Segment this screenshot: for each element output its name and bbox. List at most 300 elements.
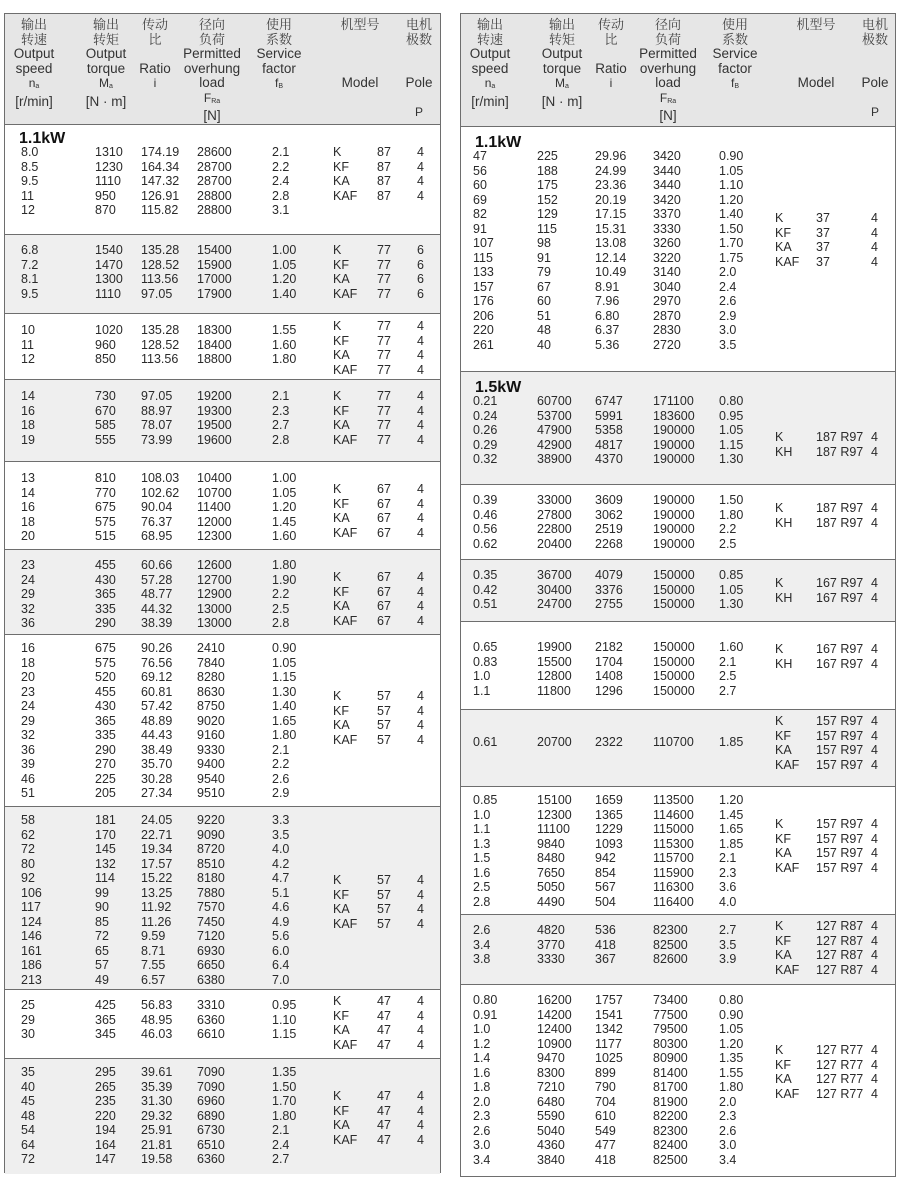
header-cn-label: 电机 [861, 17, 888, 32]
pole-count-cell: 4 [417, 333, 424, 348]
service-factor-cell: 4.0 [272, 842, 290, 856]
overhung-load-cell: 9330 [197, 742, 225, 757]
ratio-cell: 3376 [595, 582, 623, 597]
service-factor-cell: 2.4 [719, 279, 737, 294]
ratio-cell: 1704 [595, 654, 623, 669]
pole-count-cell: 4 [871, 211, 878, 225]
model-size-cell: 47 [377, 1118, 391, 1132]
overhung-load-cell: 28700 [197, 174, 232, 188]
ratio-cell: 2519 [595, 522, 623, 536]
output-speed-cell: 0.35 [473, 568, 498, 582]
header-cn-label: 转速 [476, 31, 503, 47]
pole-count-cell: 4 [417, 403, 424, 418]
output-torque-cell: 60 [537, 294, 551, 308]
header-en-label: torque [542, 60, 582, 76]
output-speed-cell: 29 [21, 713, 35, 728]
output-speed-cell: 64 [21, 1137, 35, 1152]
output-torque-cell: 11100 [537, 822, 570, 836]
output-speed-cell: 19 [21, 432, 35, 447]
output-speed-cell: 3.8 [473, 952, 491, 966]
output-torque-cell: 47900 [537, 423, 572, 437]
output-torque-cell: 129 [537, 207, 558, 221]
ratio-cell: 31.30 [141, 1094, 173, 1108]
output-torque-cell: 950 [95, 188, 116, 203]
output-speed-cell: 0.80 [473, 993, 498, 1007]
model-row [5, 511, 440, 526]
header-cn-label: 系数 [265, 31, 292, 47]
table-section [461, 984, 895, 1178]
service-factor-cell: 1.10 [719, 178, 744, 192]
service-factor-cell: 2.8 [272, 616, 290, 630]
overhung-load-cell: 3040 [653, 279, 681, 294]
service-factor-cell: 1.40 [272, 286, 297, 301]
output-torque-cell: 575 [95, 514, 116, 529]
model-type-cell: KA [333, 902, 350, 916]
header-cn-label: 极数 [861, 31, 888, 47]
output-speed-cell: 0.85 [473, 793, 498, 807]
ratio-cell: 11.92 [141, 900, 172, 914]
output-torque-cell: 960 [95, 337, 116, 352]
pole-count-cell: 4 [417, 482, 424, 496]
output-speed-cell: 12 [21, 203, 35, 217]
output-torque-cell: 455 [95, 684, 116, 699]
model-row [461, 591, 895, 606]
output-torque-cell: 85 [95, 914, 109, 929]
overhung-load-cell: 7120 [197, 929, 225, 943]
table-section [5, 634, 440, 806]
table-row [461, 309, 895, 324]
table-row [5, 641, 440, 656]
output-torque-cell: 14200 [537, 1007, 572, 1022]
model-row [5, 1133, 440, 1148]
service-factor-cell: 6.0 [272, 943, 290, 958]
pole-count-cell: 4 [417, 887, 424, 902]
pole-count-cell: 6 [417, 243, 424, 257]
service-factor-cell: 1.50 [272, 1079, 297, 1094]
ratio-cell: 418 [595, 1152, 616, 1167]
ratio-cell: 790 [595, 1080, 616, 1094]
table-row [5, 958, 440, 973]
model-row [5, 689, 440, 704]
service-factor-cell: 1.15 [272, 670, 297, 684]
header-symbol [133, 76, 177, 91]
model-size-cell: 167 R97 [816, 590, 864, 605]
table-row [461, 1138, 895, 1153]
output-speed-cell: 20 [21, 670, 35, 684]
table-row [461, 993, 895, 1008]
symbol-subscript: B [278, 83, 283, 90]
output-speed-cell: 24 [21, 699, 35, 713]
model-type-cell: KF [775, 225, 791, 240]
overhung-load-cell: 7840 [197, 655, 225, 670]
output-torque-cell: 810 [95, 471, 116, 485]
output-speed-cell: 62 [21, 827, 35, 842]
output-speed-cell: 6.8 [21, 243, 39, 257]
ratio-cell: 2755 [595, 597, 623, 611]
service-factor-cell: 1.05 [719, 163, 744, 178]
output-speed-cell: 13 [21, 471, 35, 485]
ratio-cell: 19.34 [141, 842, 173, 856]
overhung-load-cell: 82300 [653, 1123, 688, 1138]
output-speed-cell: 72 [21, 1152, 35, 1166]
ratio-cell: 854 [595, 865, 616, 880]
output-torque-cell: 8300 [537, 1065, 565, 1080]
output-speed-cell: 56 [473, 163, 487, 178]
model-row [5, 902, 440, 917]
model-row [461, 642, 895, 657]
pole-count-cell: 4 [871, 817, 878, 831]
model-type-cell: K [333, 482, 342, 496]
model-row [5, 272, 440, 287]
service-factor-cell: 2.1 [272, 1123, 290, 1137]
model-type-cell: KAF [333, 1132, 358, 1147]
ratio-cell: 102.62 [141, 485, 180, 500]
ratio-cell: 73.99 [141, 432, 173, 447]
output-speed-cell: 16 [21, 641, 35, 655]
header-symbol [77, 76, 135, 95]
output-speed-cell: 60 [473, 178, 487, 192]
service-factor-cell: 1.40 [272, 699, 297, 713]
table-row [5, 929, 440, 944]
service-factor-cell: 2.8 [272, 188, 290, 203]
overhung-load-cell: 82600 [653, 952, 688, 966]
header-spacer [855, 47, 895, 76]
model-size-cell: 47 [377, 1089, 391, 1103]
model-row [5, 418, 440, 433]
model-size-cell: 57 [377, 873, 391, 887]
model-list [5, 482, 440, 540]
overhung-load-cell: 6890 [197, 1108, 225, 1123]
symbol-letter: M [555, 76, 566, 90]
header-symbol [5, 76, 63, 95]
overhung-load-cell: 190000 [653, 522, 695, 536]
model-size-cell: 167 R97 [816, 576, 864, 590]
table-row [461, 1124, 895, 1139]
ratio-cell: 704 [595, 1094, 616, 1109]
table-header [461, 14, 895, 127]
output-torque-cell: 114 [95, 871, 115, 885]
model-type-cell: KH [775, 590, 793, 605]
ratio-cell: 17.57 [141, 856, 173, 871]
service-factor-cell: 1.65 [272, 713, 297, 728]
table-row [5, 757, 440, 772]
output-speed-cell: 0.65 [473, 640, 498, 654]
pole-count-cell: 4 [871, 1043, 878, 1057]
header-column [5, 18, 63, 109]
service-factor-cell: 1.85 [719, 735, 744, 749]
service-factor-cell: 1.10 [272, 1012, 297, 1027]
model-type-cell: KAF [333, 1037, 358, 1052]
left-rating-table [4, 13, 441, 1173]
ratio-cell: 11.26 [141, 914, 172, 929]
ratio-cell: 25.91 [141, 1123, 173, 1137]
output-speed-cell: 1.0 [473, 1022, 491, 1036]
overhung-load-cell: 116400 [653, 894, 694, 909]
overhung-load-cell: 19200 [197, 389, 232, 403]
output-torque-cell: 5050 [537, 880, 565, 894]
symbol-letter: f [274, 76, 279, 90]
overhung-load-cell: 3310 [197, 998, 225, 1012]
table-row [461, 1008, 895, 1023]
model-type-cell: KA [333, 348, 350, 362]
model-row [5, 885, 440, 903]
output-speed-cell: 11 [21, 337, 34, 352]
output-torque-cell: 220 [95, 1108, 116, 1123]
table-row [461, 1022, 895, 1037]
service-factor-cell: 2.7 [719, 923, 737, 937]
ratio-cell: 15.22 [141, 871, 173, 885]
output-speed-cell: 0.26 [473, 423, 498, 437]
header-en-label: load [655, 75, 681, 90]
overhung-load-cell: 6380 [197, 972, 225, 987]
ratio-cell: 3609 [595, 493, 623, 507]
model-type-cell: K [333, 689, 342, 703]
service-factor-cell: 1.80 [272, 352, 297, 366]
table-row [5, 944, 440, 959]
service-factor-cell: 7.0 [272, 972, 290, 987]
service-factor-cell: 1.80 [719, 1080, 744, 1094]
service-factor-cell: 2.1 [719, 851, 737, 865]
overhung-load-cell: 28600 [197, 145, 232, 159]
service-factor-cell: 4.0 [719, 894, 737, 909]
overhung-load-cell: 77500 [653, 1007, 688, 1022]
ratio-cell: 97.05 [141, 286, 173, 301]
ratio-cell: 76.56 [141, 655, 173, 670]
output-torque-cell: 51 [537, 308, 551, 323]
model-size-cell: 57 [377, 732, 391, 747]
ratio-cell: 477 [595, 1138, 616, 1152]
pole-count-cell: 4 [417, 1103, 424, 1118]
pole-count-cell: 4 [871, 919, 878, 933]
model-type-cell: KH [775, 656, 793, 671]
pole-count-cell: 4 [417, 1023, 424, 1037]
header-cn-label: 负荷 [198, 31, 225, 47]
symbol-subscript: Ra [667, 97, 677, 105]
service-factor-cell: 1.20 [272, 500, 297, 514]
service-factor-cell: 1.80 [719, 507, 744, 522]
header-cn-label: 输出 [476, 17, 503, 32]
output-speed-cell: 8.5 [21, 159, 39, 174]
overhung-load-cell: 9220 [197, 813, 225, 827]
output-torque-cell: 40 [537, 337, 551, 352]
output-speed-cell: 16 [21, 403, 35, 418]
ratio-cell: 4817 [595, 437, 623, 452]
ratio-cell: 21.81 [141, 1137, 173, 1152]
output-speed-cell: 206 [473, 308, 494, 323]
output-torque-cell: 22800 [537, 522, 572, 536]
pole-count-cell: 4 [417, 718, 424, 732]
output-torque-cell: 205 [95, 786, 116, 800]
model-row [461, 445, 895, 460]
overhung-load-cell: 12300 [197, 529, 232, 543]
output-speed-cell: 186 [21, 958, 42, 972]
table-section [5, 379, 440, 461]
header-column [589, 18, 633, 91]
overhung-load-cell: 17000 [197, 272, 232, 286]
output-speed-cell: 12 [21, 352, 35, 366]
header-spacer [855, 91, 895, 106]
ratio-cell: 76.37 [141, 514, 173, 529]
model-size-cell: 127 R77 [816, 1057, 864, 1072]
model-list [5, 389, 440, 447]
pole-count-cell: 4 [417, 584, 424, 599]
pole-count-cell: 4 [417, 1089, 424, 1103]
output-speed-cell: 54 [21, 1123, 35, 1137]
service-factor-cell: 1.75 [719, 250, 744, 265]
model-size-cell: 37 [816, 225, 830, 240]
service-factor-cell: 1.60 [272, 529, 297, 543]
model-row [5, 243, 440, 258]
pole-count-cell: 4 [871, 846, 878, 860]
overhung-load-cell: 3260 [653, 236, 681, 250]
output-torque-cell: 38900 [537, 452, 572, 466]
model-list [461, 576, 895, 605]
model-size-cell: 57 [377, 916, 391, 931]
output-torque-cell: 8480 [537, 851, 565, 865]
model-row [461, 919, 895, 934]
output-speed-cell: 51 [21, 786, 35, 800]
overhung-load-cell: 115900 [653, 865, 694, 880]
model-size-cell: 67 [377, 511, 391, 525]
service-factor-cell: 1.15 [719, 437, 744, 452]
model-size-cell: 157 R97 [816, 860, 864, 875]
model-row [5, 433, 440, 448]
ratio-cell: 12.14 [595, 250, 627, 265]
symbol-subscript: a [109, 83, 113, 90]
pole-count-cell: 4 [417, 1132, 424, 1147]
model-list [461, 714, 895, 772]
output-torque-cell: 850 [95, 352, 116, 366]
model-row [5, 145, 440, 160]
service-factor-cell: 1.60 [719, 640, 744, 654]
output-speed-cell: 2.6 [473, 1123, 491, 1138]
model-list [5, 570, 440, 628]
model-type-cell: KF [333, 584, 349, 599]
model-type-cell: KF [775, 1057, 791, 1072]
header-en-label: speed [471, 60, 509, 76]
output-speed-cell: 47 [473, 149, 487, 163]
pole-count-cell: 4 [417, 432, 424, 447]
model-type-cell: KA [333, 511, 350, 525]
output-torque-cell: 91 [537, 250, 551, 265]
overhung-load-cell: 116300 [653, 880, 694, 894]
overhung-load-cell: 8280 [197, 670, 225, 684]
model-size-cell: 127 R87 [816, 919, 864, 933]
model-type-cell: KAF [333, 286, 358, 301]
model-type-cell: KF [333, 257, 349, 272]
model-size-cell: 67 [377, 584, 391, 599]
model-size-cell: 67 [377, 496, 391, 511]
power-rating-label: 1.5kW [475, 379, 522, 396]
table-header [5, 14, 440, 125]
output-torque-cell: 290 [95, 616, 116, 630]
pole-count-cell: 4 [417, 599, 424, 613]
model-type-cell: KF [333, 887, 349, 902]
header-symbol [461, 76, 519, 95]
output-torque-cell: 164 [95, 1137, 116, 1152]
header-symbol [589, 76, 633, 91]
model-list [461, 211, 895, 269]
service-factor-cell: 1.40 [719, 207, 744, 221]
output-speed-cell: 18 [21, 514, 35, 529]
ratio-cell: 44.43 [141, 728, 173, 742]
overhung-load-cell: 150000 [653, 669, 695, 683]
output-torque-cell: 27800 [537, 507, 572, 522]
output-torque-cell: 295 [95, 1065, 116, 1079]
table-section [5, 549, 440, 634]
model-size-cell: 77 [377, 418, 391, 432]
overhung-load-cell: 6960 [197, 1094, 225, 1108]
table-section [461, 484, 895, 559]
overhung-load-cell: 190000 [653, 507, 695, 522]
output-torque-cell: 555 [95, 432, 116, 447]
service-factor-cell: 5.1 [272, 885, 290, 900]
pole-count-cell: 4 [417, 174, 424, 188]
header-en-label: Output [85, 46, 127, 61]
output-torque-cell: 225 [537, 149, 558, 163]
ratio-cell: 567 [595, 880, 616, 894]
model-size-cell: 37 [816, 254, 830, 269]
service-factor-cell: 2.6 [719, 1123, 737, 1138]
ratio-cell: 4079 [595, 568, 623, 582]
service-factor-cell: 2.1 [272, 389, 290, 403]
ratio-cell: 8.91 [595, 279, 620, 294]
output-torque-cell: 132 [95, 856, 116, 871]
ratio-cell: 24.99 [595, 163, 627, 178]
pole-count-cell: 4 [417, 1037, 424, 1052]
model-size-cell: 67 [377, 599, 391, 613]
service-factor-cell: 2.0 [719, 265, 737, 279]
model-type-cell: KA [333, 418, 350, 432]
overhung-load-cell: 6650 [197, 958, 225, 972]
ratio-cell: 942 [595, 851, 616, 865]
symbol-letter: f [730, 76, 735, 90]
output-torque-cell: 335 [95, 728, 116, 742]
output-speed-cell: 3.4 [473, 1152, 491, 1167]
model-type-cell: KF [775, 728, 791, 743]
output-speed-cell: 0.56 [473, 522, 498, 536]
service-factor-cell: 2.5 [272, 601, 290, 616]
overhung-load-cell: 113500 [653, 793, 694, 807]
table-section [461, 126, 895, 371]
output-speed-cell: 91 [473, 221, 487, 236]
service-factor-cell: 3.6 [719, 880, 737, 894]
service-factor-cell: 2.7 [719, 683, 737, 698]
model-type-cell: KA [333, 1118, 350, 1132]
ratio-cell: 48.77 [141, 587, 173, 601]
table-row [5, 813, 440, 828]
ratio-cell: 23.36 [595, 178, 627, 192]
output-torque-cell: 60700 [537, 394, 572, 408]
ratio-cell: 549 [595, 1123, 616, 1138]
ratio-cell: 46.03 [141, 1027, 173, 1041]
header-symbol [250, 76, 308, 95]
service-factor-cell: 0.85 [719, 568, 744, 582]
table-row [461, 338, 895, 353]
header-cn-label: 输出 [92, 17, 119, 32]
service-factor-cell: 1.70 [719, 236, 744, 250]
model-row [461, 654, 895, 672]
ratio-cell: 108.03 [141, 471, 180, 485]
model-size-cell: 47 [377, 994, 391, 1008]
header-en-label: Ratio [139, 60, 171, 76]
service-factor-cell: 1.45 [719, 807, 744, 822]
output-torque-cell: 42900 [537, 437, 572, 452]
ratio-cell: 367 [595, 952, 616, 966]
output-torque-cell: 675 [95, 641, 116, 655]
pole-count-cell: 4 [417, 319, 424, 333]
ratio-cell: 15.31 [595, 221, 627, 236]
